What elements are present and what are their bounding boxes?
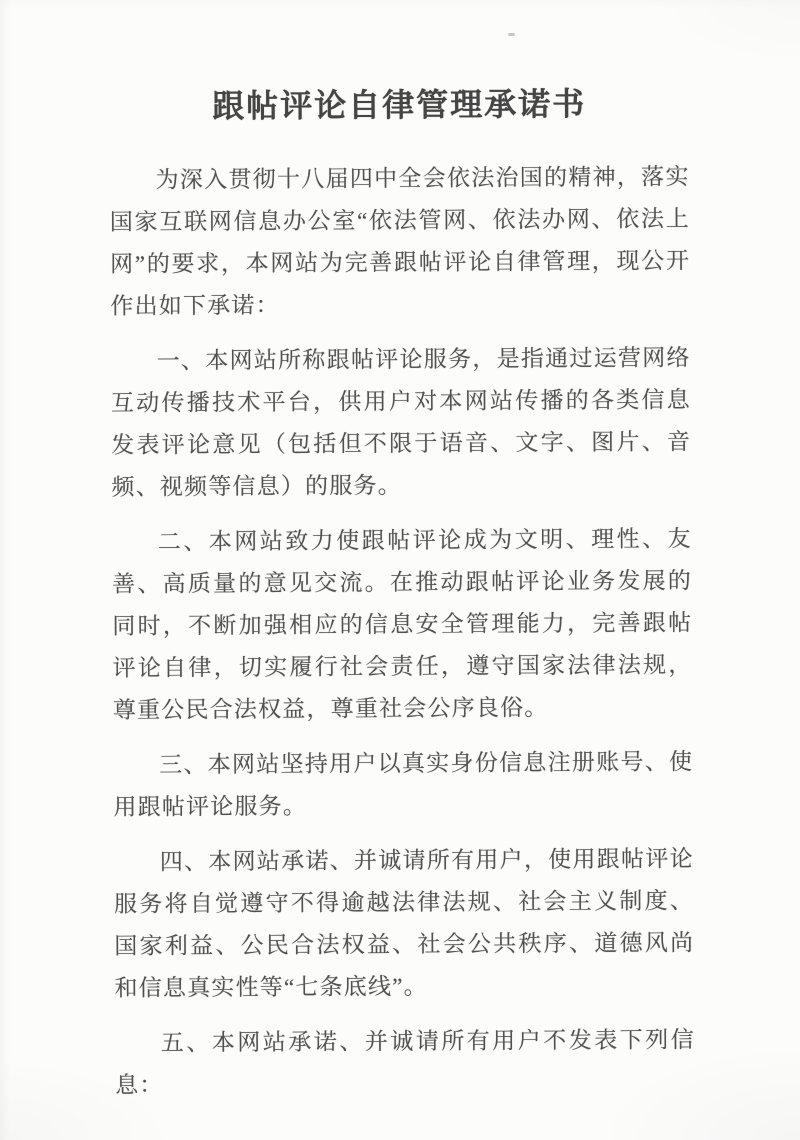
paragraph-intro: 为深入贯彻十八届四中全会依法治国的精神，落实国家互联网信息办公室“依法管网、依法办网、依法上网”的要求，本网站为完善跟帖评论自律管理，现公开作出如下承诺： (109, 164, 691, 319)
paragraph-item-1: 一、本网站所称跟帖评论服务，是指通过运营网络互动传播技术平台，供用户对本网站传播的各类信息发表评论意见（包括但不限于语音、文字、图片、音频、视频等信息）的服务。 (110, 345, 692, 500)
paragraph-item-3: 三、本网站坚持用户以真实身份信息注册账号、使用跟帖评论服务。 (113, 749, 694, 820)
document-body (109, 156, 695, 1107)
paragraph-item-4: 四、本网站承诺、并诚请所有用户，使用跟帖评论服务将自觉遵守不得逾越法律法规、社会主义制度、国家利益、公民合法权益、社会公共秩序、道德风尚和信息真实性等“七条底线”。 (113, 846, 695, 1001)
document-title: 跟帖评论自律管理承诺书 (212, 85, 587, 125)
paragraph-item-5: 五、本网站承诺、并诚请所有用户不发表下列信息： (115, 1027, 695, 1098)
paragraph-item-2: 二、本网站致力使跟帖评论成为文明、理性、友善、高质量的意见交流。在推动跟帖评论业务发展的同时，不断加强相应的信息安全管理能力，完善跟帖评论自律，切实履行社会责任，遵守国家法律法规，尊重公民合法权益，尊重社会公序良俗。 (112, 526, 693, 723)
